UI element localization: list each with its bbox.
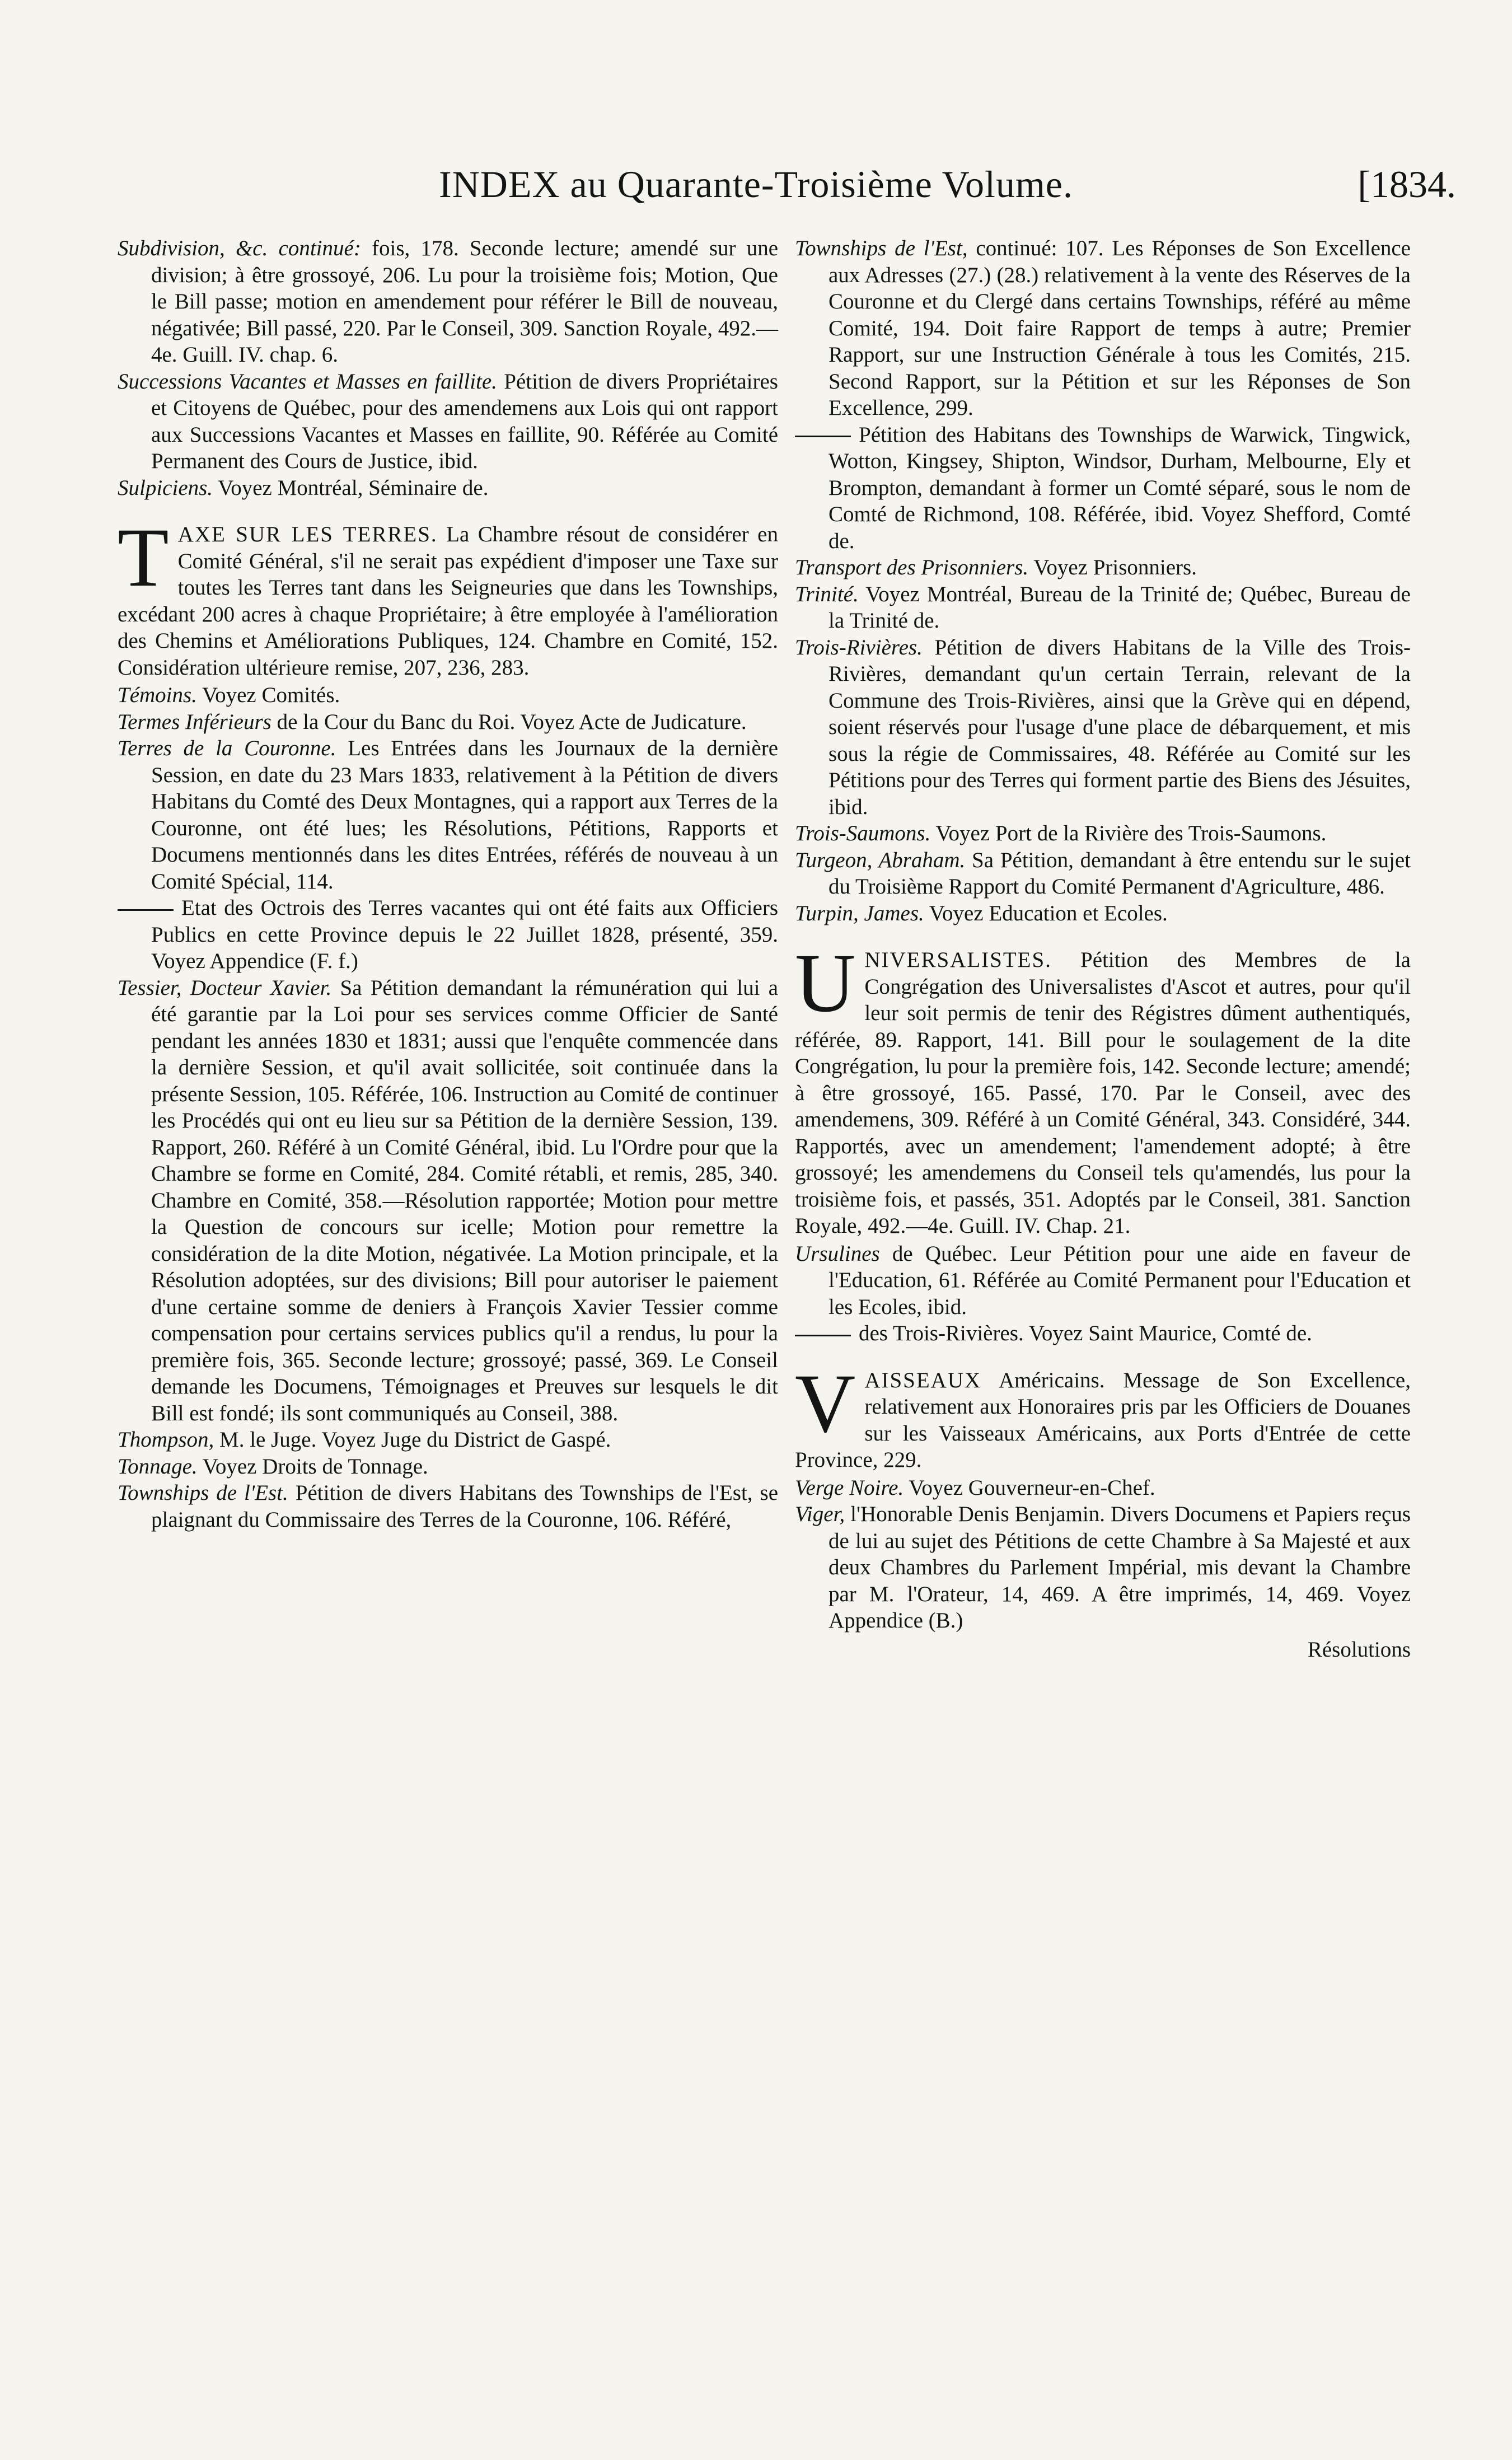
index-entry [795,900,1411,927]
entry-heading: Townships de l'Est, [795,236,968,260]
entry-text: Pétition de divers Habitans des Townships de l'Est, se plaignant du Commissaire des Terres de la Couronne, 106. Référé, [151,1481,779,1532]
index-entry [795,847,1411,900]
entry-text: Voyez Prisonniers. [1028,555,1197,579]
page-title: INDEX au Quarante-Troisième Volume. [439,163,1073,205]
index-entry [118,368,778,475]
entry-text: Sa Pétition, demandant à être entendu sur le sujet du Troisième Rapport du Comité Permanent d'Agriculture, 486. [828,848,1411,899]
index-entry [795,1241,1411,1321]
index-entry [795,1320,1411,1347]
index-entry [795,1475,1411,1502]
index-entry [118,1427,778,1453]
index-entry [118,1453,778,1480]
left-column [118,235,778,1533]
entry-text: l'Honorable Denis Benjamin. Divers Documens et Papiers reçus de lui au sujet des Pétitions de cette Chambre à Sa Majesté et aux deux Chambres du Parlement Impérial, mis devant la Chambre par M. l'Orateur, 14, 469. A être imprimés, 14, 469. Voyez Appendice (B.) [828,1502,1411,1633]
entry-text: Voyez Montréal, Bureau de la Trinité de; Québec, Bureau de la Trinité de. [828,582,1411,633]
index-entry [795,820,1411,847]
entry-text: Pétition de divers Habitans de la Ville des Trois-Rivières, demandant qu'un certain Terrain, relevant de la Commune des Trois-Rivières, ainsi que la Grève qui en dépend, soient réservés pour l'usage d'une place de débarquement, et mis sous la régie de Commissaires, 48. Référée au Comité sur les Pétitions pour des Terres qui forment partie des Biens des Jésuites, ibid. [828,635,1411,819]
entry-text: M. le Juge. Voyez Juge du District de Gaspé. [214,1428,611,1452]
index-entry [795,235,1411,422]
entry-heading: Turgeon, Abraham. [795,848,966,872]
index-entry [118,735,778,895]
drop-cap: V [795,1357,856,1450]
index-section [795,937,1411,1240]
section-heading: NIVERSALISTES. [864,948,1052,972]
section-heading: AISSEAUX [864,1368,982,1392]
entry-heading: Viger, [795,1502,845,1526]
ditto-dash [795,436,851,437]
entry-text: de la Cour du Banc du Roi. Voyez Acte de Judicature. [271,709,747,734]
entry-text: Voyez Gouverneur-en-Chef. [904,1475,1155,1500]
index-entry [118,975,778,1427]
entry-heading: Subdivision, &c. continué: [118,236,361,260]
index-entry [118,235,778,368]
ditto-dash [795,1335,851,1336]
entry-heading: Tessier, Docteur Xavier. [118,975,332,1000]
entry-text: Voyez Education et Ecoles. [924,901,1168,925]
entry-text: Pétition des Habitans des Townships de Warwick, Tingwick, Wotton, Kingsey, Shipton, Windsor, Durham, Melbourne, Ely et Brompton, demandant à former un Comté séparé, sous le nom de Comté de Richmond, 108. Référée, ibid. Voyez Shefford, Comté de. [828,422,1411,553]
entry-heading: Témoins. [118,683,197,707]
index-entry [795,634,1411,821]
entry-heading: Townships de l'Est. [118,1481,288,1505]
index-entry [795,1501,1411,1634]
index-section [118,511,778,681]
entry-heading: Sulpiciens. [118,475,213,500]
index-entry [118,682,778,709]
index-entry [795,554,1411,581]
entry-text: des Trois-Rivières. Voyez Saint Maurice, Comté de. [859,1321,1312,1345]
page-header [0,162,1512,224]
entry-text: Américains. Message de Son Excellence, relativement aux Honoraires pris par les Officiers de Douanes sur les Vaisseaux Américains, aux Ports d'Entrée de cette Province, 229. [795,1368,1411,1472]
index-entry [118,1480,778,1533]
entry-heading: Verge Noire. [795,1475,904,1500]
entry-text: continué: 107. Les Réponses de Son Excellence aux Adresses (27.) (28.) relativement à la vente des Réserves de la Couronne et du Clergé dans certains Townships, référé au même Comité, 194. Doit faire Rapport de temps à autre; Premier Rapport, sur une Instruction Générale à tous les Comités, 215. Second Rapport, sur la Pétition et sur les Réponses de Son Excellence, 299. [828,236,1411,420]
entry-heading: Trois-Rivières. [795,635,923,660]
entry-text: Voyez Montréal, Séminaire de. [213,475,489,500]
entry-heading: Trinité. [795,582,859,606]
entry-text: Etat des Octrois des Terres vacantes qui ont été faits aux Officiers Publics en cette Province depuis le 22 Juillet 1828, présenté, 359. Voyez Appendice (F. f.) [151,896,778,973]
index-entry [118,475,778,502]
drop-cap: U [795,937,856,1030]
entry-heading: Terres de la Couronne. [118,736,336,760]
entry-heading: Tonnage. [118,1454,198,1479]
entry-heading: Thompson, [118,1428,214,1452]
index-entry [118,895,778,975]
section-heading: AXE SUR LES TERRES. [177,522,438,546]
index-entry [795,581,1411,634]
right-column [795,235,1411,1663]
entry-heading: Trois-Saumons. [795,821,931,845]
entry-text: Pétition de divers Propriétaires et Citoyens de Québec, pour des amendemens aux Lois qui ont rapport aux Successions Vacantes et Masses en faillite, 90. Référée au Comité Permanent des Cours de Justice, ibid. [151,369,778,473]
entry-text: La Chambre résout de considérer en Comité Général, s'il ne serait pas expédient d'imposer une Taxe sur toutes les Terres tant dans les Seigneuries que dans les Townships, excédant 200 acres à chaque Propriétaire; à être employée à l'amélioration des Chemins et Améliorations Publiques, 124. Chambre en Comité, 152. Considération ultérieure remise, 207, 236, 283. [118,522,778,680]
catchword: Résolutions [1307,1637,1411,1662]
entry-text: Voyez Comités. [196,683,340,707]
index-entry [795,422,1411,555]
drop-cap: T [118,511,169,604]
entry-heading: Ursulines [795,1241,880,1266]
entry-text: Sa Pétition demandant la rémunération qui lui a été garantie par la Loi pour ses services comme Officier de Santé pendant les années 1830 et 1831; aussi que l'enquête commencée dans la dernière Session, et qu'il avait sollicitée, soit continuée dans la présente Session, 105. Référée, 106. Instruction au Comité de continuer les Procédés qui ont eu lieu sur sa Pétition de la dernière Session, 139. Rapport, 260. Référé à un Comité Général, ibid. Lu l'Ordre pour que la Chambre se forme en Comité, 284. Comité rétabli, et remis, 285, 340. Chambre en Comité, 358.—Résolution rapportée; Motion pour mettre la Question de concours sur icelle; Motion pour remettre la considération de la dite Motion, négativée. La Motion principale, et la Résolution adoptées, sur des divisions; Bill pour autoriser le paiement d'une certaine somme de deniers à François Xavier Tessier comme compensation pour certains services publics qu'il a rendus, lu pour la première fois, 365. Seconde lecture; grossoyé; passé, 369. Le Conseil demande les Documens, Témoignages et Preuves sur lesquels le dit Bill est fondé; ils sont communiqués au Conseil, 388. [151,975,778,1425]
entry-text: fois, 178. Seconde lecture; amendé sur une division; à être grossoyé, 206. Lu pour la troisième fois; Motion, Que le Bill passe; motion en amendement pour référer le Bill de nouveau, négativée; Bill passé, 220. Par le Conseil, 309. Sanction Royale, 492.—4e. Guill. IV. chap. 6. [151,236,778,367]
index-entry [118,709,778,736]
index-section [795,1357,1411,1474]
entry-text: Voyez Port de la Rivière des Trois-Saumons. [930,821,1327,845]
entry-text: de Québec. Leur Pétition pour une aide en faveur de l'Education, 61. Référée au Comité Permanent pour l'Education et les Ecoles, ibid. [828,1241,1411,1319]
entry-text: Pétition des Membres de la Congrégation des Universalistes d'Ascot et autres, pour qu'il leur soit permis de tenir des Régistres dûment authentiqués, référée, 89. Rapport, 141. Bill pour le soulagement de la dite Congrégation, lu pour la première fois, 142. Seconde lecture; amendé; à être grossoyé, 165. Passé, 170. Par le Conseil, avec des amendemens, 309. Référé à un Comité Général, 343. Considéré, 344. Rapportés, avec un amendement; l'amendement adopté; à être grossoyé; les amendemens du Conseil tels qu'amendés, lus pour la troisième fois, et passés, 351. Adoptés par le Conseil, 381. Sanction Royale, 492.—4e. Guill. IV. Chap. 21. [795,948,1411,1238]
entry-heading: Transport des Prisonniers. [795,555,1029,579]
entry-text: Les Entrées dans les Journaux de la dernière Session, en date du 23 Mars 1833, relativement à la Pétition de divers Habitans du Comté des Deux Montagnes, qui a rapport aux Terres de la Couronne, ont été lues; les Résolutions, Pétitions, Rapports et Documens mentionnés dans les dites Entrées, référés de nouveau à un Comité Spécial, 114. [151,736,779,894]
entry-text: Voyez Droits de Tonnage. [197,1454,428,1479]
entry-heading: Termes Inférieurs [118,709,271,734]
entry-heading: Successions Vacantes et Masses en faillite. [118,369,497,394]
ditto-dash [118,909,174,911]
entry-heading: Turpin, James. [795,901,924,925]
page-year: [1834. [1357,163,1456,205]
